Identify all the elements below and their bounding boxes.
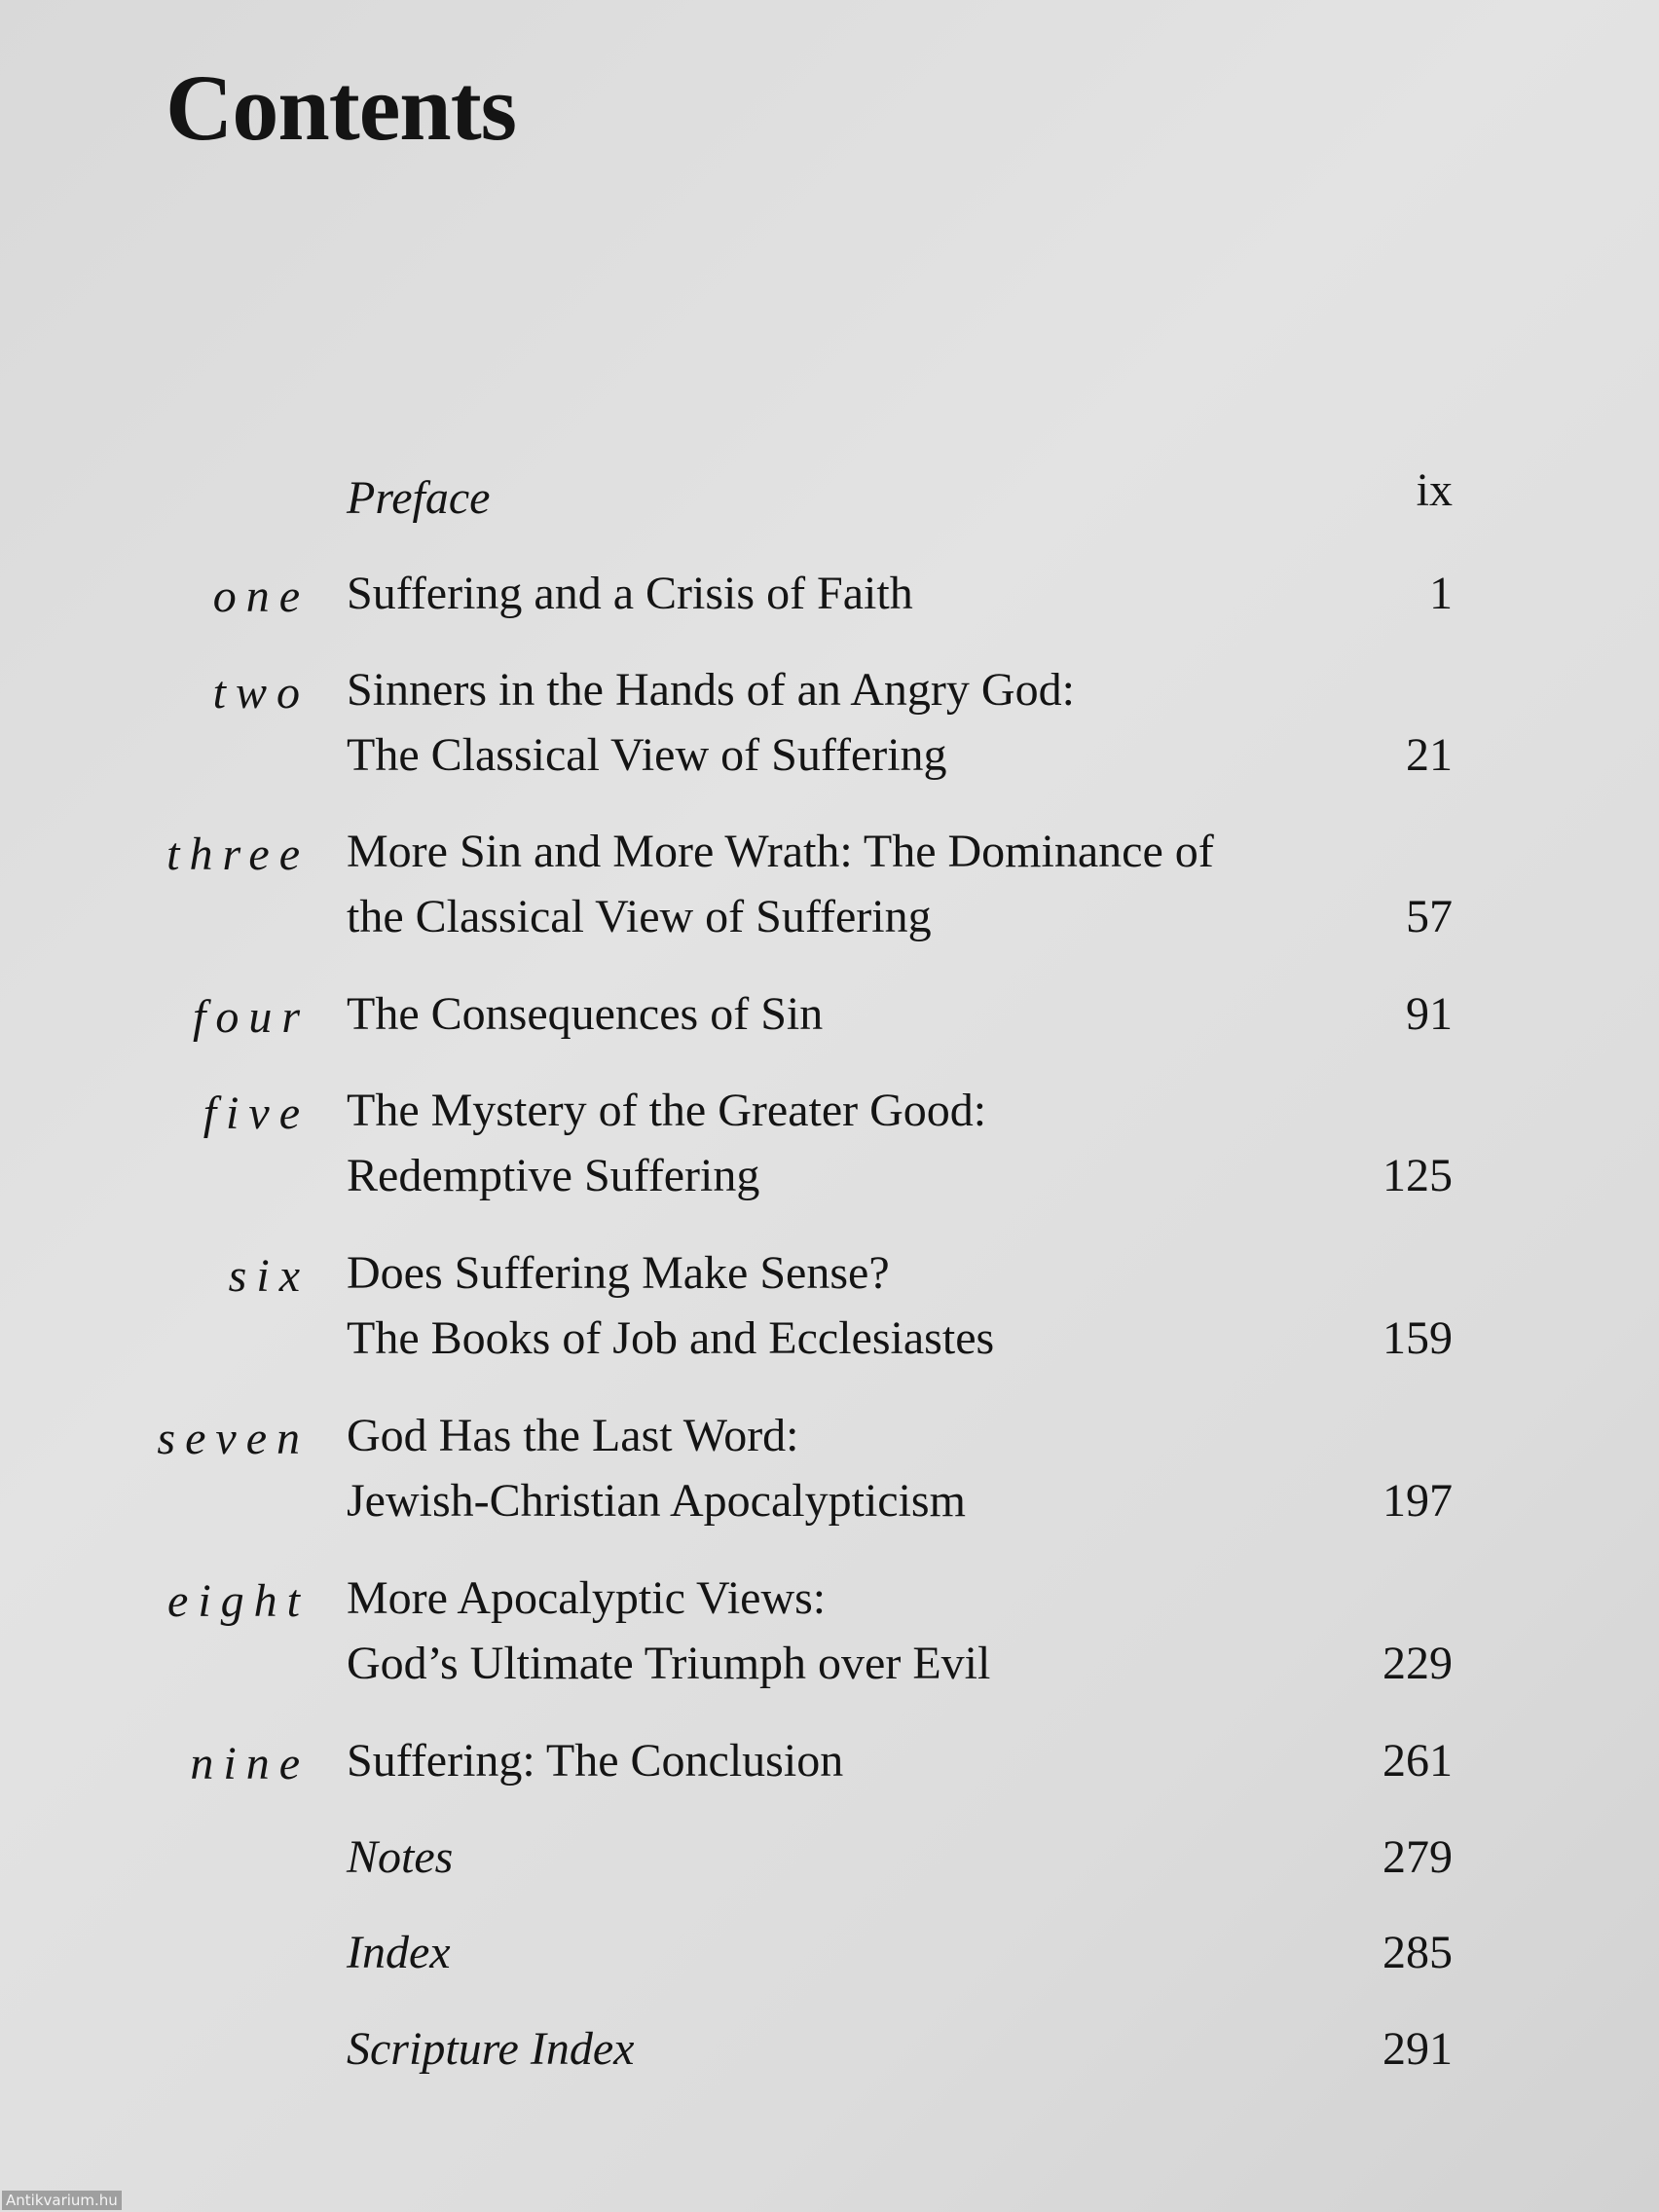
toc-entry-chapter-seven[interactable] — [0, 1403, 1659, 1533]
entry-title: The Mystery of the Greater Good: Redemptive Suffering — [347, 1085, 987, 1201]
entry-title: Sinners in the Hands of an Angry God: The Classical View of Suffering — [347, 664, 1075, 781]
chapter-number: one — [212, 571, 310, 622]
page-number: 197 — [1382, 1475, 1453, 1527]
chapter-number: four — [192, 991, 310, 1043]
chapter-number: five — [203, 1088, 310, 1139]
entry-title: More Sin and More Wrath: The Dominance of the Classical View of Suffering — [347, 826, 1214, 942]
toc-entry-preface[interactable] — [0, 465, 1659, 531]
toc-entry-scripture-index[interactable] — [0, 2016, 1659, 2082]
toc-entry-chapter-five[interactable] — [0, 1078, 1659, 1208]
page-number: ix — [1416, 464, 1453, 516]
page-number: 261 — [1382, 1735, 1453, 1787]
page-number: 57 — [1406, 891, 1453, 942]
toc-entry-chapter-nine[interactable] — [0, 1728, 1659, 1793]
watermark: Antikvarium.hu — [2, 2191, 122, 2210]
chapter-number: nine — [190, 1738, 310, 1789]
entry-title: Preface — [347, 472, 491, 524]
toc-entry-chapter-two[interactable] — [0, 657, 1659, 788]
toc-entry-chapter-one[interactable] — [0, 561, 1659, 626]
chapter-number: three — [166, 829, 310, 880]
page-number: 279 — [1382, 1831, 1453, 1883]
page-number: 285 — [1382, 1927, 1453, 1978]
page-number: 91 — [1406, 988, 1453, 1040]
entry-title: More Apocalyptic Views: God’s Ultimate Triumph over Evil — [347, 1572, 991, 1689]
page-title: Contents — [166, 55, 517, 160]
entry-title: Index — [347, 1927, 451, 1978]
toc-entry-chapter-three[interactable] — [0, 819, 1659, 949]
entry-title: Does Suffering Make Sense? The Books of Job and Ecclesiastes — [347, 1247, 995, 1364]
chapter-number: eight — [167, 1575, 310, 1627]
entry-title: God Has the Last Word: Jewish-Christian Apocalypticism — [347, 1410, 966, 1527]
page-number: 125 — [1382, 1150, 1453, 1201]
chapter-number: seven — [157, 1413, 310, 1464]
page-number: 21 — [1406, 729, 1453, 781]
table-of-contents — [0, 464, 1659, 2075]
toc-entry-index[interactable] — [0, 1920, 1659, 1985]
toc-entry-chapter-four[interactable] — [0, 981, 1659, 1047]
chapter-number: two — [212, 667, 310, 719]
page-number: 159 — [1382, 1312, 1453, 1364]
toc-entry-chapter-six[interactable] — [0, 1240, 1659, 1371]
toc-entry-chapter-eight[interactable] — [0, 1566, 1659, 1696]
entry-title: Scripture Index — [347, 2023, 635, 2075]
toc-entry-notes[interactable] — [0, 1825, 1659, 1890]
entry-title: Suffering: The Conclusion — [347, 1735, 844, 1787]
entry-title: The Consequences of Sin — [347, 988, 824, 1040]
entry-title: Suffering and a Crisis of Faith — [347, 568, 913, 619]
page-number: 1 — [1429, 568, 1453, 619]
page-number: 229 — [1382, 1638, 1453, 1689]
page-number: 291 — [1382, 2023, 1453, 2075]
entry-title: Notes — [347, 1831, 454, 1883]
chapter-number: six — [228, 1250, 310, 1302]
